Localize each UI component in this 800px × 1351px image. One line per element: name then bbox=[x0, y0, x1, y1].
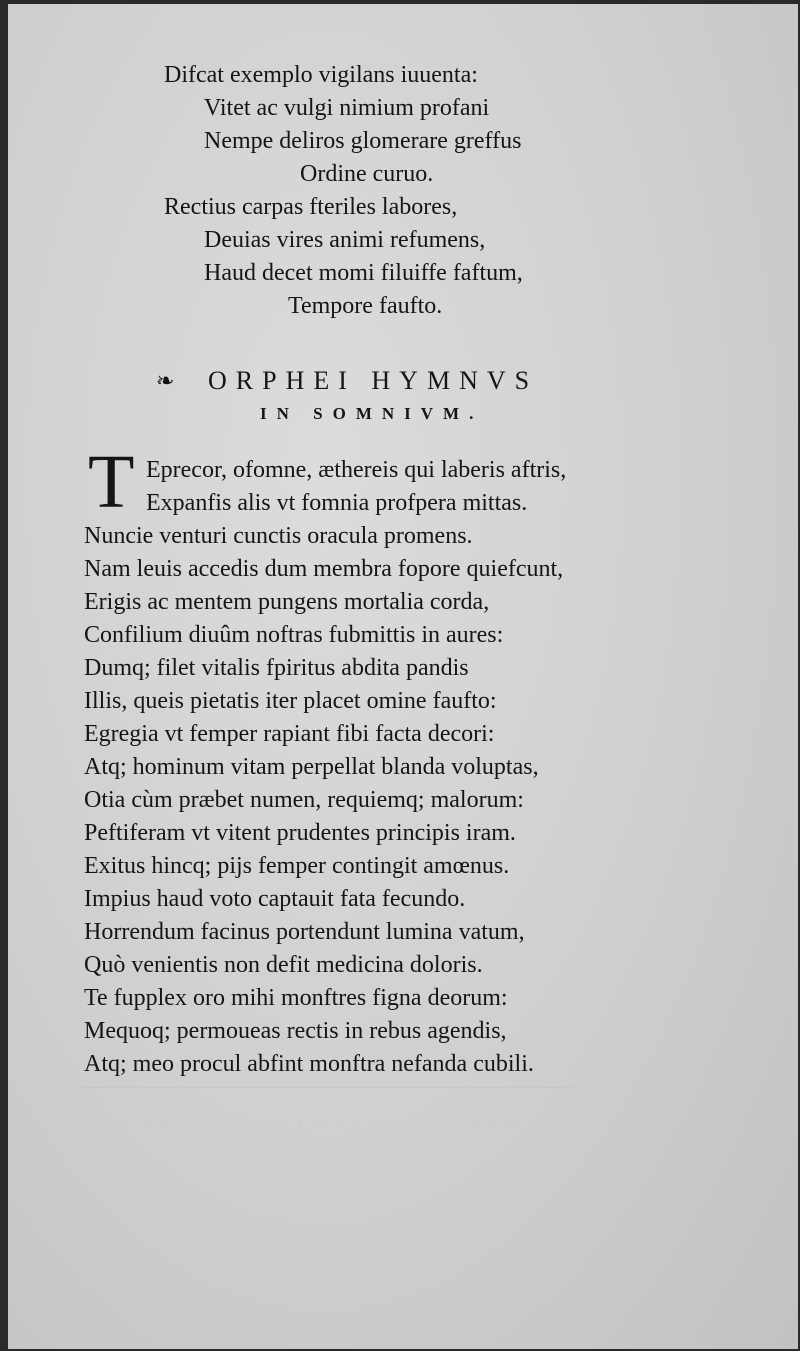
verse-line: Difcat exemplo vigilans iuuenta: bbox=[164, 62, 478, 88]
verse-line: Nuncie venturi cunctis oracula promens. bbox=[84, 523, 473, 549]
show-through-text: ‾‾‾‾‾‾‾‾‾‾‾‾‾‾‾‾‾‾‾‾‾‾‾‾‾‾‾‾‾‾‾‾‾‾‾‾‾‾‾‾‾‾‾‾‾‾‾‾‾‾‾‾‾‾‾‾‾‾‾‾‾‾‾‾‾ · · · · · · · · · · · · · · · · · · · · · · · · · · · · · · · · · · · · bbox=[78, 1086, 576, 1138]
hymn-subtitle: IN SOMNIVM. bbox=[260, 404, 484, 423]
verse-line: Ordine curuo. bbox=[300, 161, 434, 187]
drop-cap: T bbox=[88, 440, 135, 524]
verse-line: Nam leuis accedis dum membra fopore quiefcunt, bbox=[84, 556, 564, 582]
hymn-title: ORPHEI HYMNVS bbox=[208, 366, 539, 395]
verse-line: Deuias vires animi refumens, bbox=[204, 227, 486, 253]
verse-line: Horrendum facinus portendunt lumina vatum, bbox=[84, 919, 525, 945]
verse-line: Dumq; filet vitalis fpiritus abdita pandis bbox=[84, 655, 469, 681]
verse-line: Erigis ac mentem pungens mortalia corda, bbox=[84, 589, 490, 615]
verse-line: Tempore faufto. bbox=[288, 293, 443, 319]
verse-line: Mequoq; permoueas rectis in rebus agendis, bbox=[84, 1018, 507, 1044]
verse-line: Impius haud voto captauit fata fecundo. bbox=[84, 886, 466, 912]
verse-line: Nempe deliros glomerare greffus bbox=[204, 128, 522, 154]
verse-line: Rectius carpas fteriles labores, bbox=[164, 194, 458, 220]
verse-line: Eprecor, ofomne, æthereis qui laberis aftris, bbox=[146, 457, 567, 483]
verse-line: Egregia vt femper rapiant fibi facta decori: bbox=[84, 721, 495, 747]
verse-line: Otia cùm præbet numen, requiemq; malorum: bbox=[84, 787, 524, 813]
verse-line: Illis, queis pietatis iter placet omine faufto: bbox=[84, 688, 497, 714]
verse-line: Peftiferam vt vitent prudentes principis iram. bbox=[84, 820, 516, 846]
verse-line: Quò venientis non defit medicina doloris. bbox=[84, 952, 483, 978]
verse-line: Confilium diuûm noftras fubmittis in aures: bbox=[84, 622, 504, 648]
verse-line: Haud decet momi filuiffe faftum, bbox=[204, 260, 523, 286]
verse-line: Vitet ac vulgi nimium profani bbox=[204, 95, 490, 121]
verse-line: Te fupplex oro mihi monftres figna deorum: bbox=[84, 985, 508, 1011]
fleuron-ornament-icon: ❧ bbox=[156, 368, 175, 393]
verse-line: Exitus hincq; pijs femper contingit amœnus. bbox=[84, 853, 510, 879]
verse-line: Atq; hominum vitam perpellat blanda voluptas, bbox=[84, 754, 539, 780]
verse-line: Expanfis alis vt fomnia profpera mittas. bbox=[146, 490, 528, 516]
verse-line: Atq; meo procul abfint monftra nefanda cubili. bbox=[84, 1051, 534, 1077]
book-page bbox=[8, 4, 798, 1349]
